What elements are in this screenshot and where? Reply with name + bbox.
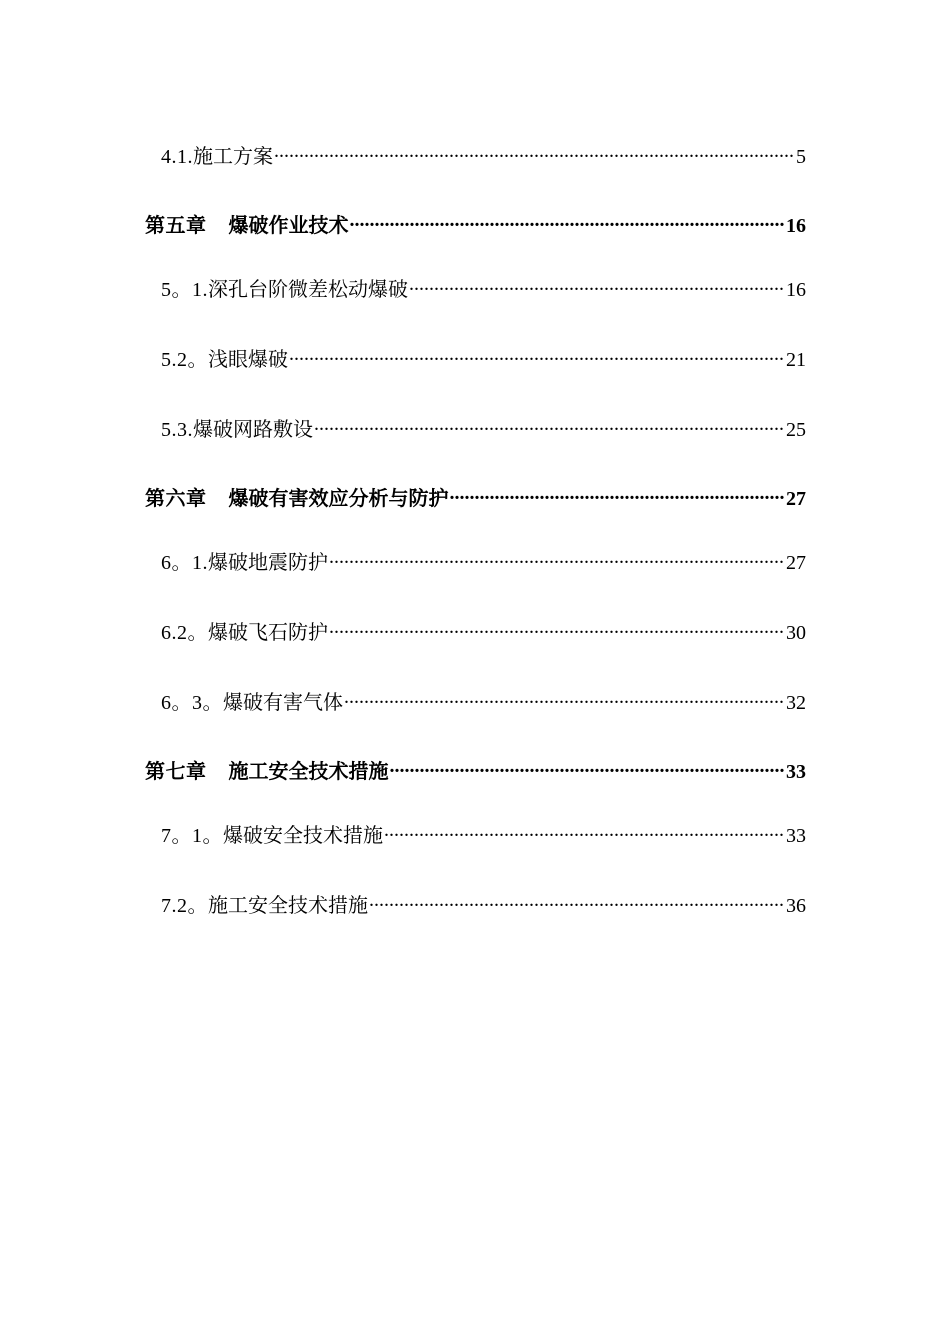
toc-entry-text: 浅眼爆破: [208, 349, 288, 371]
toc-page-number: 36: [786, 895, 806, 917]
toc-entry-number: 5.2。: [161, 349, 208, 371]
toc-entry-text: 爆破网路敷设: [193, 419, 313, 441]
dot-leader: [289, 342, 785, 366]
toc-entry-chapter-6[interactable]: [145, 481, 806, 510]
toc-entry-title: [161, 278, 408, 302]
toc-chapter-title: 爆破有害效应分析与防护: [228, 488, 449, 510]
toc-entry-title: [161, 691, 343, 715]
toc-entry-number: 6。1.: [161, 552, 208, 574]
dot-leader: [350, 208, 786, 232]
dot-leader: [390, 754, 786, 778]
toc-entry-6-2[interactable]: [161, 615, 806, 644]
toc-page-number: 16: [786, 215, 806, 237]
toc-page-number: 30: [786, 622, 806, 644]
dot-leader: [409, 272, 785, 296]
toc-entry-title: [145, 760, 389, 784]
toc-page-number: 33: [786, 825, 806, 847]
toc-entry-7-1[interactable]: [161, 818, 806, 847]
toc-entry-6-1[interactable]: [161, 545, 806, 574]
dot-leader: [329, 615, 785, 639]
toc-entry-6-3[interactable]: [161, 685, 806, 714]
dot-leader: [274, 139, 795, 163]
toc-entry-5-3[interactable]: [161, 412, 806, 441]
toc-entry-title: [161, 621, 328, 645]
toc-entry-title: [145, 214, 349, 238]
toc-entry-number: 4.1.: [161, 146, 193, 168]
dot-leader: [384, 818, 785, 842]
toc-page-number: 27: [786, 552, 806, 574]
toc-entry-text: 施工安全技术措施: [208, 895, 368, 917]
toc-chapter-number: 第五章: [145, 215, 207, 237]
toc-chapter-title: 爆破作业技术: [228, 215, 349, 237]
toc-page-number: 5: [796, 146, 806, 168]
toc-entry-title: [161, 145, 273, 169]
toc-entry-number: 5.3.: [161, 419, 193, 441]
dot-leader: [314, 412, 785, 436]
toc-page-number: 27: [786, 488, 806, 510]
toc-page-number: 25: [786, 419, 806, 441]
toc-entry-text: 爆破有害气体: [223, 692, 343, 714]
dot-leader: [329, 545, 785, 569]
toc-page-number: 21: [786, 349, 806, 371]
toc-entry-title: [161, 348, 288, 372]
toc-entry-title: [145, 487, 449, 511]
toc-chapter-title: 施工安全技术措施: [228, 761, 389, 783]
toc-entry-title: [161, 894, 368, 918]
toc-entry-text: 爆破地震防护: [208, 552, 328, 574]
dot-leader: [344, 685, 785, 709]
toc-entry-number: 6.2。: [161, 622, 208, 644]
toc-entry-7-2[interactable]: [161, 888, 806, 917]
toc-chapter-number: 第六章: [145, 488, 207, 510]
toc-entry-number: 7。1。: [161, 825, 223, 847]
toc-entry-chapter-5[interactable]: [145, 208, 806, 237]
toc-entry-number: 6。3。: [161, 692, 223, 714]
toc-entry-text: 深孔台阶微差松动爆破: [208, 279, 408, 301]
toc-entry-text: 爆破飞石防护: [208, 622, 328, 644]
toc-entry-text: 爆破安全技术措施: [223, 825, 383, 847]
dot-leader: [369, 888, 785, 912]
toc-entry-4-1[interactable]: [161, 139, 806, 168]
toc-entry-text: 施工方案: [193, 146, 273, 168]
toc-entry-5-1[interactable]: [161, 272, 806, 301]
toc-page-number: 16: [786, 279, 806, 301]
toc-entry-chapter-7[interactable]: [145, 754, 806, 783]
toc-entry-title: [161, 551, 328, 575]
toc-entry-number: 7.2。: [161, 895, 208, 917]
toc-entry-title: [161, 418, 313, 442]
dot-leader: [450, 481, 786, 505]
toc-entry-5-2[interactable]: [161, 342, 806, 371]
toc-page-number: 32: [786, 692, 806, 714]
toc-entry-title: [161, 824, 383, 848]
toc-page-number: 33: [786, 761, 806, 783]
toc-chapter-number: 第七章: [145, 761, 207, 783]
toc-entry-number: 5。1.: [161, 279, 208, 301]
